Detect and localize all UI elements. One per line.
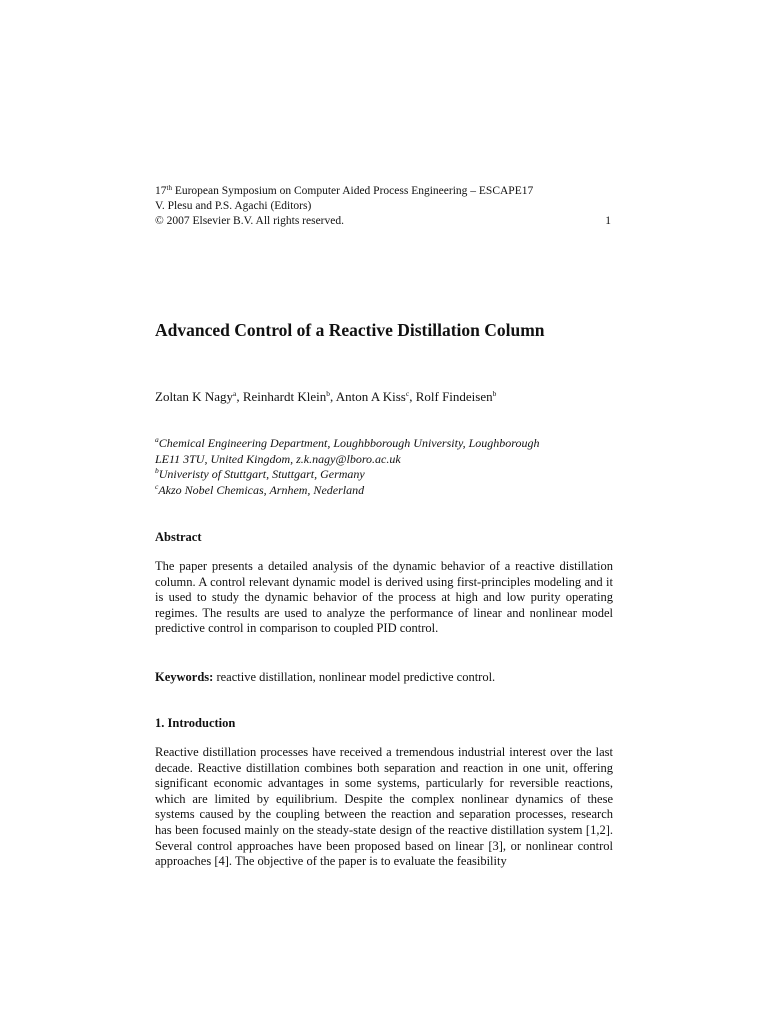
symposium-line [155, 184, 613, 199]
page-number: 1 [605, 215, 611, 227]
abstract-heading: Abstract [155, 530, 202, 544]
edition-suffix: th [166, 184, 172, 192]
keywords-text: reactive distillation, nonlinear model predictive control. [213, 670, 496, 684]
author-affiliation-mark: a [232, 389, 237, 398]
affiliation-line [155, 436, 613, 452]
author-separator: , [329, 389, 336, 404]
author-affiliation-mark: b [326, 389, 330, 398]
keywords-label: Keywords: [155, 670, 214, 684]
editors-line: V. Plesu and P.S. Agachi (Editors) [155, 200, 312, 212]
author-affiliation-mark: c [405, 389, 410, 398]
author-list [155, 388, 613, 406]
affiliation-mark: a [155, 435, 159, 444]
author-separator: , [236, 389, 243, 404]
keywords-line [155, 669, 613, 685]
affiliation-mark: b [155, 466, 159, 475]
introduction-heading: 1. Introduction [155, 716, 236, 730]
symposium-name: European Symposium on Computer Aided Process Engineering – ESCAPE17 [171, 185, 534, 197]
paper-title: Advanced Control of a Reactive Distillation Column [155, 320, 545, 340]
author-name: Reinhardt Klein [242, 389, 327, 404]
affiliation-mark: c [155, 481, 159, 491]
affiliation-text: Univeristy of Stuttgart, Stuttgart, Germany [158, 467, 365, 481]
affiliation-text: Akzo Nobel Chemicas, Arnhem, Nederland [158, 482, 365, 497]
proceedings-header [155, 184, 613, 229]
author-separator: , [409, 389, 416, 404]
affiliation-text: LE11 3TU, United Kingdom, z.k.nagy@lboro.ac.uk [155, 451, 401, 466]
affiliation-text: Chemical Engineering Department, Loughbborough University, Loughborough [158, 436, 540, 450]
paper-page [155, 0, 613, 1024]
affiliation-line [155, 467, 613, 483]
affiliation-line [155, 452, 613, 468]
affiliation-line [155, 483, 613, 499]
affiliation-list [155, 436, 613, 498]
abstract-text: The paper presents a detailed analysis of the dynamic behavior of a reactive distillation column. A control relevant dynamic model is derived using first-principles modeling and it is used to study the dynamic behavior of the process at high and low purity operating regimes. The results are used to analyze the performance of linear and nonlinear model predictive control in comparison to coupled PID control. [155, 559, 613, 636]
edition-number: 17 [155, 185, 167, 197]
author-name: Anton A Kiss [335, 389, 406, 404]
author-name: Rolf Findeisen [415, 389, 493, 404]
author-name: Zoltan K Nagy [155, 389, 233, 404]
copyright-line: © 2007 Elsevier B.V. All rights reserved. [155, 215, 344, 227]
introduction-text: Reactive distillation processes have received a tremendous industrial interest over the last decade. Reactive distillation combines both separation and reaction in one unit, offering significant economic advantages in some systems, particularly for reversible reactions, which are limited by equilibrium. Despite the complex nonlinear dynamics of these systems caused by the coupling between the reaction and separation processes, research has been focused mainly on the steady-state design of the reactive distillation system [1,2]. Several control approaches have been proposed based on linear [3], or nonlinear control approaches [4]. The objective of the paper is to evaluate the feasibility [155, 745, 613, 869]
author-affiliation-mark: b [492, 389, 497, 398]
